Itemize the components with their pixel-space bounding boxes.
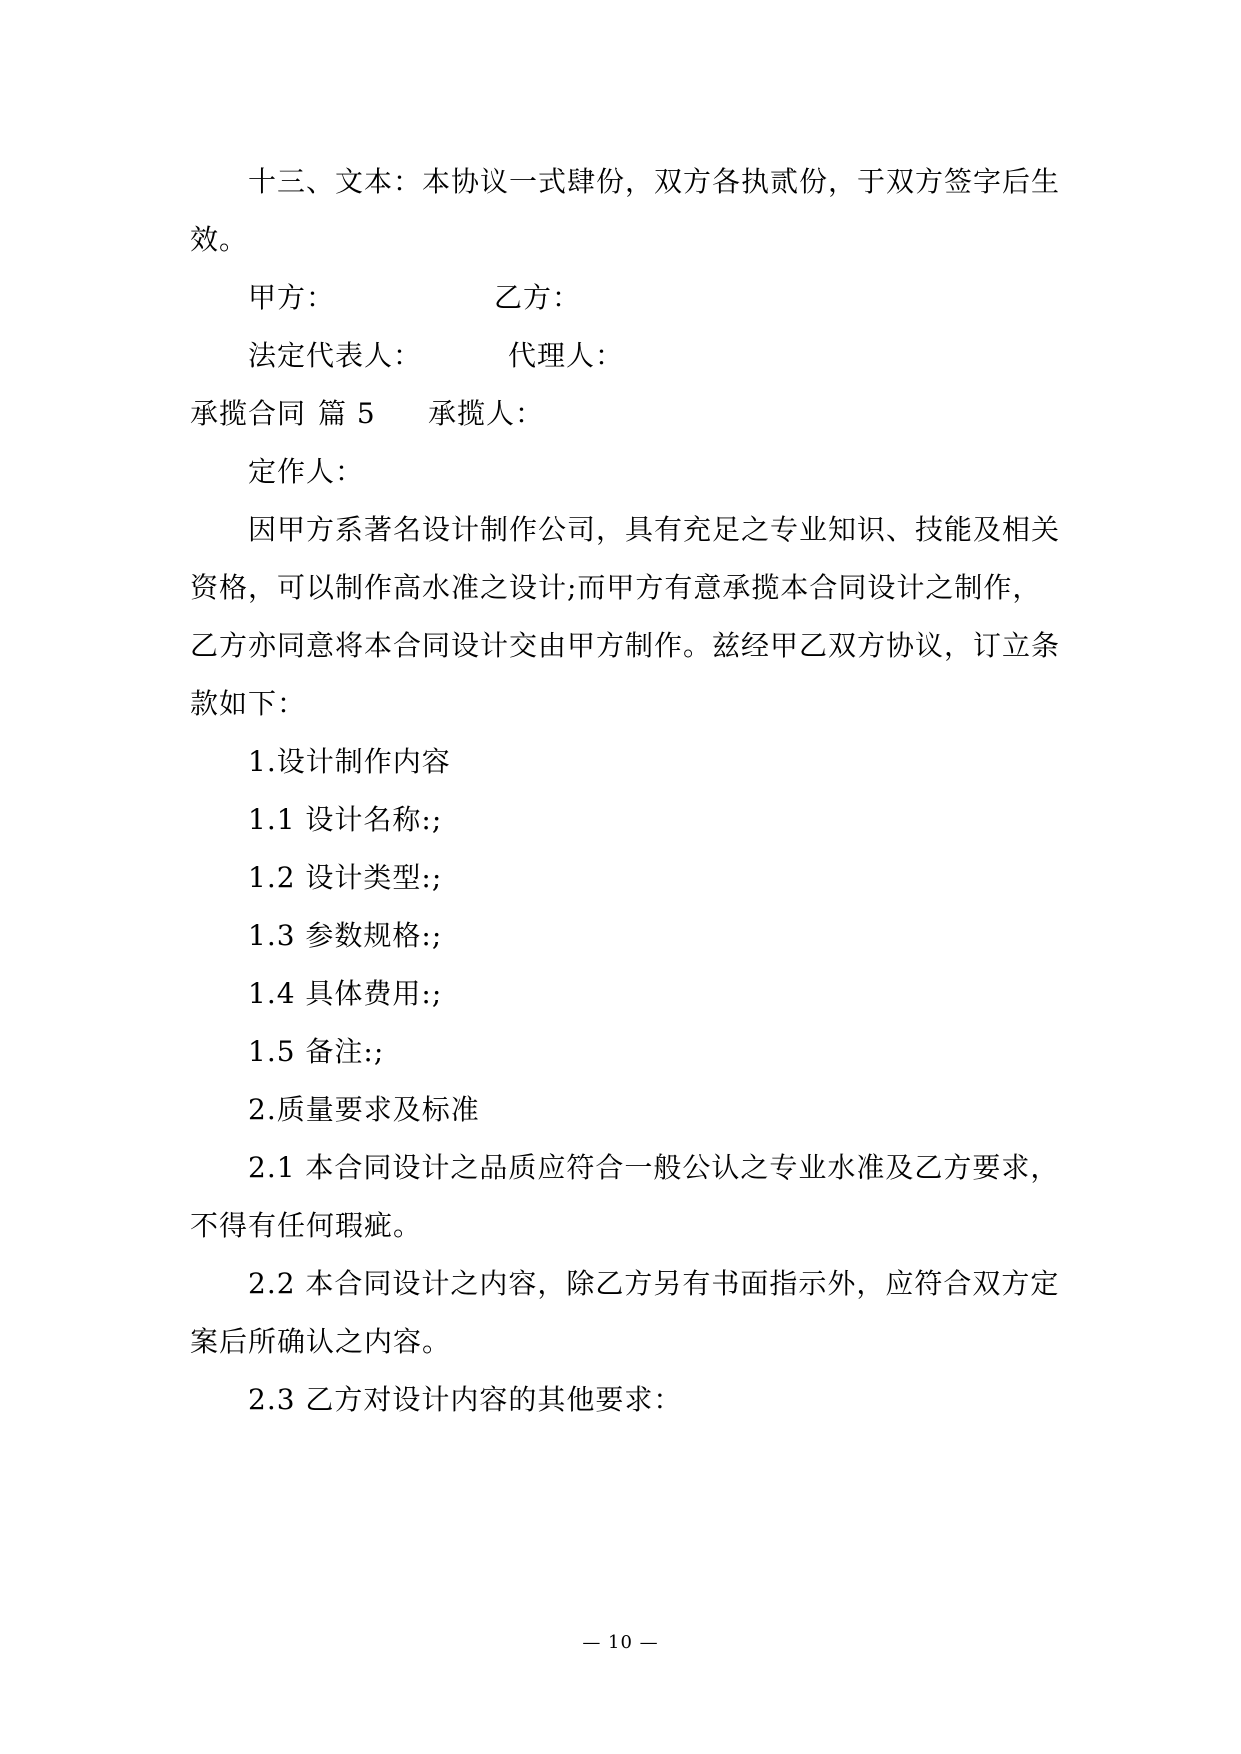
agent-label: 代理人： [508,339,625,372]
item-1-5: 1.5 备注:; [248,1035,385,1068]
intro-paragraph-line-4: 款如下： [190,687,307,720]
item-2-1-line-1: 2.1 本合同设计之品质应符合一般公认之专业水准及乙方要求， [248,1151,1060,1184]
item-1-4: 1.4 具体费用:; [248,977,443,1010]
contract-title: 承揽合同 [190,397,307,430]
intro-paragraph-line-2: 资格，可以制作高水准之设计;而甲方有意承揽本合同设计之制作， [190,571,1042,604]
item-2-2-line-1: 2.2 本合同设计之内容，除乙方另有书面指示外，应符合双方定 [248,1267,1060,1300]
intro-paragraph-line-1: 因甲方系著名设计制作公司，具有充足之专业知识、技能及相关 [248,513,1061,546]
item-2-2-line-2: 案后所确认之内容。 [190,1325,452,1358]
orderer-label: 定作人： [248,455,365,488]
party-a-label: 甲方： [248,281,336,314]
item-1-2: 1.2 设计类型:; [248,861,443,894]
section-2-heading: 2.质量要求及标准 [248,1093,480,1126]
item-2-1-line-2: 不得有任何瑕疵。 [190,1209,423,1242]
legal-representative-label: 法定代表人： [248,339,423,372]
page-number: — 10 — [582,1632,659,1653]
clause-13-text-continued: 效。 [190,223,249,256]
contract-part-number: 篇 5 [318,397,376,430]
section-1-heading: 1.设计制作内容 [248,745,451,778]
item-2-3: 2.3 乙方对设计内容的其他要求： [248,1383,683,1416]
item-1-1: 1.1 设计名称:; [248,803,443,836]
clause-13-text: 十三、文本：本协议一式肆份，双方各执贰份，于双方签字后生 [248,165,1061,198]
contractor-label: 承揽人： [428,397,545,430]
item-1-3: 1.3 参数规格:; [248,919,443,952]
intro-paragraph-line-3: 乙方亦同意将本合同设计交由甲方制作。兹经甲乙双方协议，订立条 [190,629,1061,662]
party-b-label: 乙方： [494,281,582,314]
